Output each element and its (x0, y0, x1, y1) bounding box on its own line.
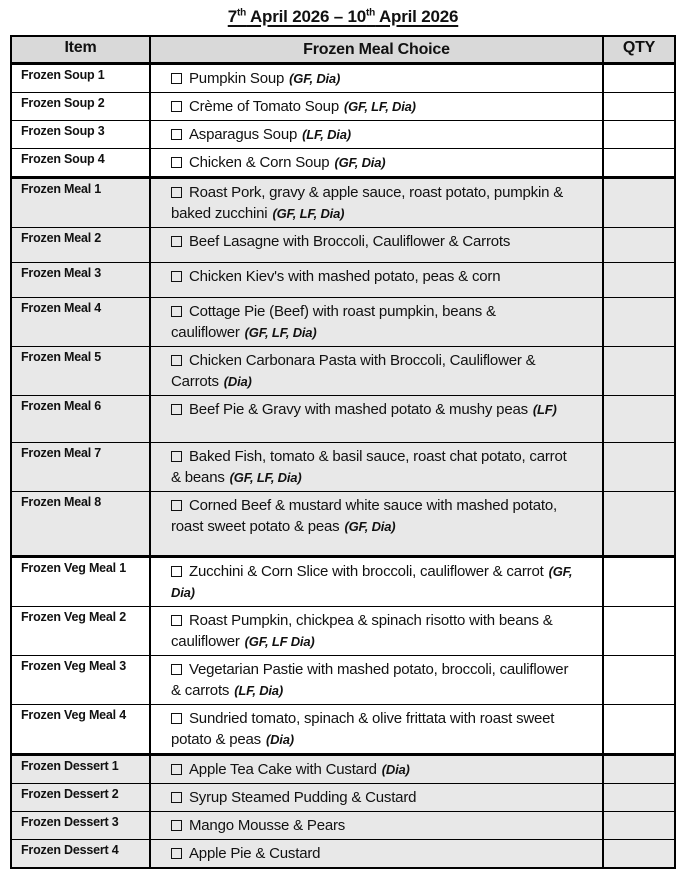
meal-choice-cell (151, 65, 604, 92)
header-item: Item (12, 37, 151, 62)
item-label: Frozen Dessert 1 (12, 756, 151, 783)
table-row (12, 346, 674, 395)
header-qty: QTY (622, 39, 656, 56)
item-label: Frozen Meal 5 (12, 347, 151, 395)
table-row (12, 92, 674, 120)
meal-description: Vegetarian Pastie with mashed potato, broccoli, cauliflower & carrots (171, 661, 569, 699)
qty-cell[interactable] (604, 179, 674, 227)
checkbox-icon[interactable] (171, 355, 182, 366)
page-title (0, 7, 686, 27)
item-label: Frozen Meal 3 (12, 263, 151, 297)
meal-description: Chicken & Corn Soup (189, 154, 330, 171)
meal-choice-cell (151, 784, 604, 811)
dietary-tag: (Dia) (223, 374, 252, 389)
table-row (12, 491, 674, 555)
title-text: April 2026 (375, 7, 459, 26)
table-row (12, 704, 674, 753)
dietary-tag: (GF, LF, Dia) (244, 325, 317, 340)
item-label: Frozen Dessert 2 (12, 784, 151, 811)
qty-cell[interactable] (604, 812, 674, 839)
checkbox-icon[interactable] (171, 271, 182, 282)
dietary-tag: (GF, LF, Dia) (229, 470, 302, 485)
meal-choice-cell (151, 607, 604, 655)
date-range-title (228, 7, 459, 26)
meal-choice-cell (151, 756, 604, 783)
checkbox-icon[interactable] (171, 500, 182, 511)
dietary-tag: (GF, LF, Dia) (272, 206, 345, 221)
checkbox-icon[interactable] (171, 236, 182, 247)
qty-cell[interactable] (604, 149, 674, 176)
item-label: Frozen Soup 3 (12, 121, 151, 148)
dietary-tag: (LF) (532, 402, 557, 417)
meal-choice-cell (151, 179, 604, 227)
checkbox-icon[interactable] (171, 566, 182, 577)
checkbox-icon[interactable] (171, 764, 182, 775)
header-meal-choice: Frozen Meal Choice (151, 37, 604, 62)
dietary-tag: (GF, LF, Dia) (343, 99, 416, 114)
checkbox-icon[interactable] (171, 664, 182, 675)
item-label: Frozen Soup 4 (12, 149, 151, 176)
meal-description: Roast Pork, gravy & apple sauce, roast potato, pumpkin & baked zucchini (171, 184, 564, 222)
item-label: Frozen Dessert 4 (12, 840, 151, 867)
table-row (12, 753, 674, 783)
dietary-tag: (GF, Dia) (171, 564, 573, 600)
dietary-tag: (Dia) (265, 732, 294, 747)
qty-cell[interactable] (604, 396, 674, 442)
meal-description: Syrup Steamed Pudding & Custard (189, 789, 417, 806)
item-label: Frozen Veg Meal 2 (12, 607, 151, 655)
qty-cell[interactable] (604, 263, 674, 297)
qty-cell[interactable] (604, 298, 674, 346)
meal-choice-cell (151, 298, 604, 346)
menu-order-table (10, 35, 676, 869)
item-label: Frozen Meal 2 (12, 228, 151, 262)
item-label: Frozen Veg Meal 4 (12, 705, 151, 753)
qty-cell[interactable] (604, 492, 674, 555)
meal-description: Beef Pie & Gravy with mashed potato & mushy peas (189, 401, 528, 418)
dietary-tag: (LF, Dia) (302, 127, 351, 142)
checkbox-icon[interactable] (171, 820, 182, 831)
qty-cell[interactable] (604, 656, 674, 704)
meal-description: Sundried tomato, spinach & olive frittata with roast sweet potato & peas (171, 710, 555, 748)
qty-cell[interactable] (604, 840, 674, 867)
table-row (12, 148, 674, 176)
meal-description: Chicken Kiev's with mashed potato, peas & corn (189, 268, 501, 285)
dietary-tag: (GF, LF Dia) (244, 634, 315, 649)
meal-description: Crème of Tomato Soup (189, 98, 339, 115)
meal-choice-cell (151, 347, 604, 395)
meal-choice-cell (151, 228, 604, 262)
qty-cell[interactable] (604, 756, 674, 783)
table-row (12, 176, 674, 227)
meal-choice-cell (151, 705, 604, 753)
title-text: 7 (227, 7, 238, 26)
item-label: Frozen Veg Meal 3 (12, 656, 151, 704)
item-label: Frozen Meal 4 (12, 298, 151, 346)
meal-choice-cell (151, 93, 604, 120)
dietary-tag: (Dia) (381, 762, 410, 777)
checkbox-icon[interactable] (171, 848, 182, 859)
meal-description: Apple Pie & Custard (189, 845, 321, 862)
table-row (12, 655, 674, 704)
table-row (12, 120, 674, 148)
meal-choice-cell (151, 812, 604, 839)
dietary-tag: (GF, Dia) (289, 71, 341, 86)
checkbox-icon[interactable] (171, 101, 182, 112)
checkbox-icon[interactable] (171, 404, 182, 415)
checkbox-icon[interactable] (171, 451, 182, 462)
table-row (12, 606, 674, 655)
item-label: Frozen Meal 6 (12, 396, 151, 442)
qty-cell[interactable] (604, 784, 674, 811)
meal-choice-cell (151, 121, 604, 148)
table-row (12, 262, 674, 297)
checkbox-icon[interactable] (171, 615, 182, 626)
qty-cell[interactable] (604, 121, 674, 148)
checkbox-icon[interactable] (171, 713, 182, 724)
meal-description: Asparagus Soup (189, 126, 298, 143)
qty-cell[interactable] (604, 558, 674, 606)
meal-description: Beef Lasagne with Broccoli, Cauliflower & Carrots (189, 233, 511, 250)
dietary-tag: (LF, Dia) (234, 683, 283, 698)
table-row (12, 811, 674, 839)
item-label: Frozen Soup 1 (12, 65, 151, 92)
item-label: Frozen Meal 8 (12, 492, 151, 555)
item-label: Frozen Soup 2 (12, 93, 151, 120)
title-superscript: th (237, 7, 247, 19)
table-row (12, 783, 674, 811)
meal-choice-cell (151, 492, 604, 555)
qty-cell[interactable] (604, 347, 674, 395)
table-row (12, 62, 674, 92)
table-row (12, 839, 674, 867)
checkbox-icon[interactable] (171, 306, 182, 317)
meal-choice-cell (151, 443, 604, 491)
qty-cell[interactable] (604, 705, 674, 753)
meal-description: Zucchini & Corn Slice with broccoli, cauliflower & carrot (189, 563, 544, 580)
qty-cell[interactable] (604, 65, 674, 92)
meal-description: Roast Pumpkin, chickpea & spinach risotto with beans & cauliflower (171, 612, 553, 650)
qty-cell[interactable] (604, 443, 674, 491)
meal-description: Apple Tea Cake with Custard (189, 761, 377, 778)
meal-description: Corned Beef & mustard white sauce with mashed potato, roast sweet potato & peas (171, 497, 557, 535)
qty-cell[interactable] (604, 607, 674, 655)
qty-cell[interactable] (604, 228, 674, 262)
title-superscript: th (366, 7, 376, 19)
checkbox-icon[interactable] (171, 157, 182, 168)
item-label: Frozen Dessert 3 (12, 812, 151, 839)
qty-cell[interactable] (604, 93, 674, 120)
meal-description: Mango Mousse & Pears (189, 817, 346, 834)
meal-choice-cell (151, 263, 604, 297)
item-label: Frozen Veg Meal 1 (12, 558, 151, 606)
meal-choice-cell (151, 396, 604, 442)
checkbox-icon[interactable] (171, 73, 182, 84)
checkbox-icon[interactable] (171, 792, 182, 803)
table-row (12, 227, 674, 262)
item-label: Frozen Meal 1 (12, 179, 151, 227)
item-label: Frozen Meal 7 (12, 443, 151, 491)
meal-choice-cell (151, 149, 604, 176)
table-row (12, 395, 674, 442)
meal-choice-cell (151, 656, 604, 704)
table-header-row (12, 37, 674, 62)
meal-choice-cell (151, 840, 604, 867)
meal-description: Chicken Carbonara Pasta with Broccoli, Cauliflower & Carrots (171, 352, 536, 390)
meal-description: Pumpkin Soup (189, 70, 285, 87)
checkbox-icon[interactable] (171, 129, 182, 140)
dietary-tag: (GF, Dia) (334, 155, 386, 170)
table-row (12, 442, 674, 491)
meal-choice-cell (151, 558, 604, 606)
title-text: April 2026 – 10 (246, 7, 367, 26)
checkbox-icon[interactable] (171, 187, 182, 198)
table-row (12, 555, 674, 606)
table-row (12, 297, 674, 346)
dietary-tag: (GF, Dia) (344, 519, 396, 534)
meal-description: Cottage Pie (Beef) with roast pumpkin, beans & cauliflower (171, 303, 496, 341)
meal-description: Baked Fish, tomato & basil sauce, roast chat potato, carrot & beans (171, 448, 567, 486)
